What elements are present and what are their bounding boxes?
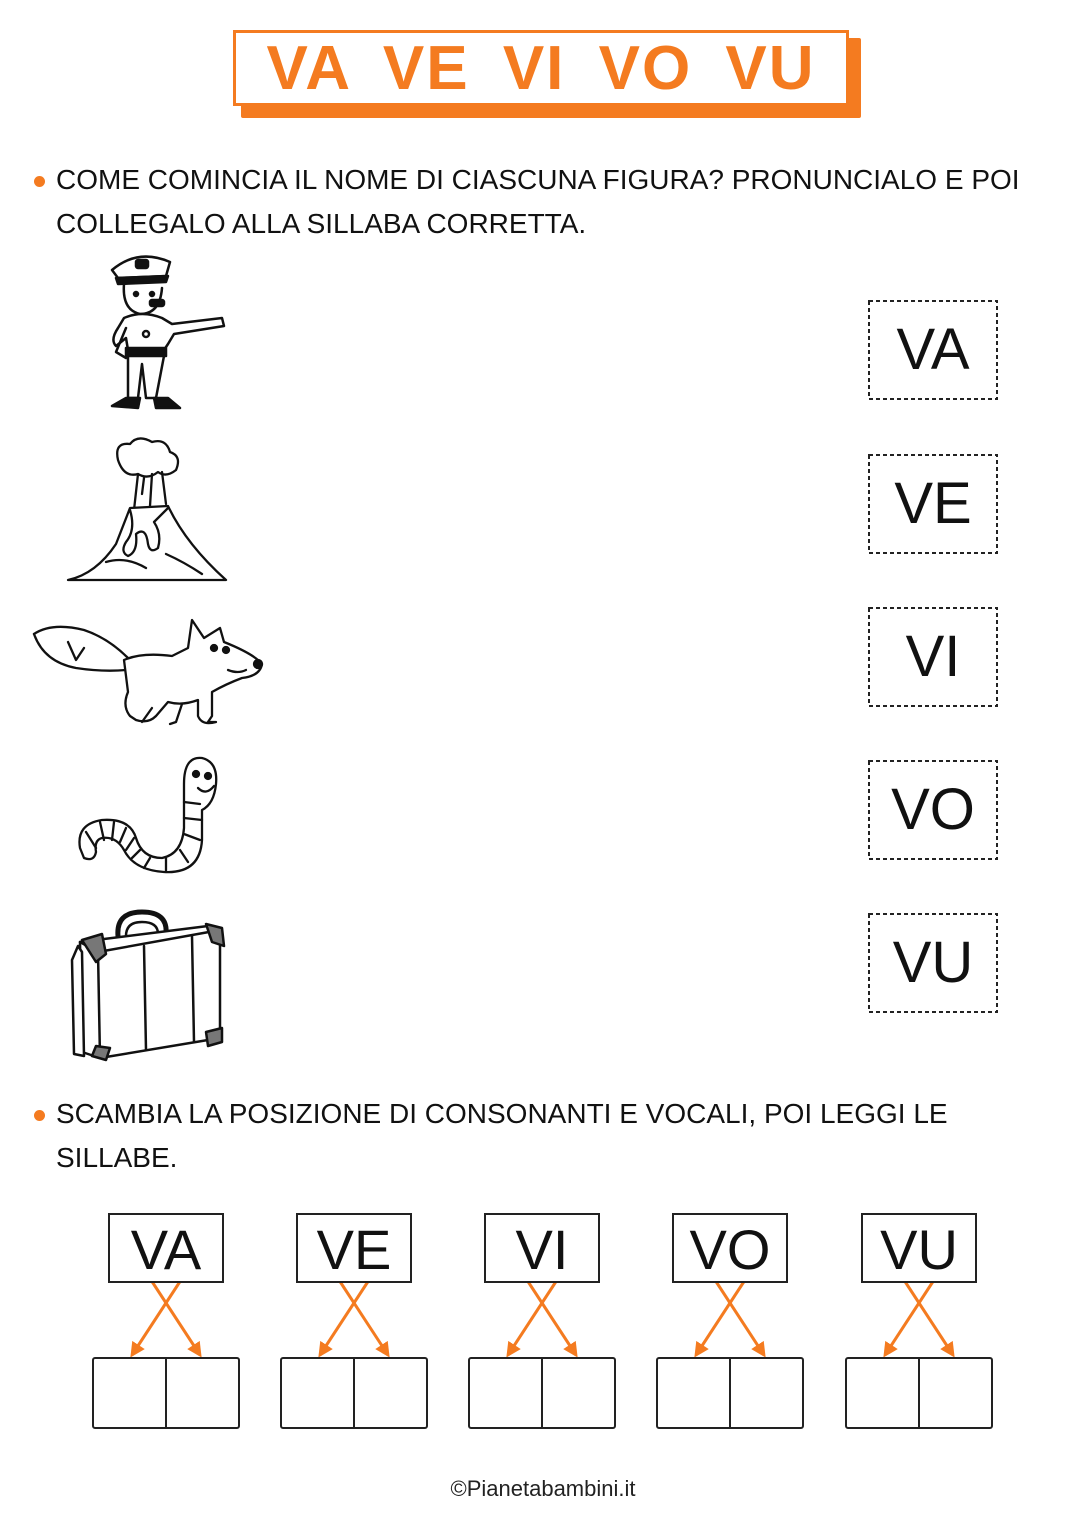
footer-credit — [0, 1476, 1086, 1502]
answer-cell-consonant[interactable] — [353, 1359, 426, 1427]
arrow-line — [715, 1280, 764, 1355]
answer-cell-vowel[interactable] — [282, 1359, 353, 1427]
answer-box-vu — [845, 1357, 993, 1429]
answer-cell-consonant[interactable] — [918, 1359, 991, 1427]
instruction-2-text: SCAMBIA LA POSIZIONE DI CONSONANTI E VOCALI, POI LEGGI LE SILLABE. — [56, 1098, 948, 1173]
page-title: VA VE VI VO VU — [266, 34, 816, 103]
syllable-label: VE — [894, 471, 972, 536]
arrow-line — [132, 1280, 181, 1355]
arrow-line — [151, 1280, 200, 1355]
answer-cell-consonant[interactable] — [541, 1359, 614, 1427]
answer-cell-consonant[interactable] — [165, 1359, 238, 1427]
arrow-line — [696, 1280, 745, 1355]
answer-cell-vowel[interactable] — [470, 1359, 541, 1427]
answer-box-va — [92, 1357, 240, 1429]
answer-box-ve — [280, 1357, 428, 1429]
arrow-line — [320, 1280, 369, 1355]
swap-syllable-ve: VE — [296, 1213, 412, 1283]
arrow-line — [527, 1280, 576, 1355]
arrow-line — [339, 1280, 388, 1355]
swap-syllable-vi: VI — [484, 1213, 600, 1283]
swap-syllable-vu: VU — [861, 1213, 977, 1283]
copyright-icon: © — [450, 1476, 467, 1501]
answer-cell-vowel[interactable] — [94, 1359, 165, 1427]
answer-cell-vowel[interactable] — [658, 1359, 729, 1427]
arrow-line — [885, 1280, 934, 1355]
arrow-line — [508, 1280, 557, 1355]
syllable-label: VU — [892, 930, 974, 995]
swap-syllable-vo: VO — [672, 1213, 788, 1283]
syllable-label: VO — [891, 777, 975, 842]
arrow-line — [904, 1280, 953, 1355]
answer-box-vo — [656, 1357, 804, 1429]
answer-cell-vowel[interactable] — [847, 1359, 918, 1427]
answer-box-vi — [468, 1357, 616, 1429]
swap-syllable-va: VA — [108, 1213, 224, 1283]
footer-site[interactable]: Pianetabambini.it — [466, 1476, 636, 1501]
answer-cell-consonant[interactable] — [729, 1359, 802, 1427]
instruction-1-text: COME COMINCIA IL NOME DI CIASCUNA FIGURA? PRONUNCIALO E POI COLLEGALO ALLA SILLABA CORRETTA. — [56, 164, 1020, 239]
syllable-label: VI — [905, 624, 961, 689]
syllable-label: VA — [896, 317, 970, 382]
